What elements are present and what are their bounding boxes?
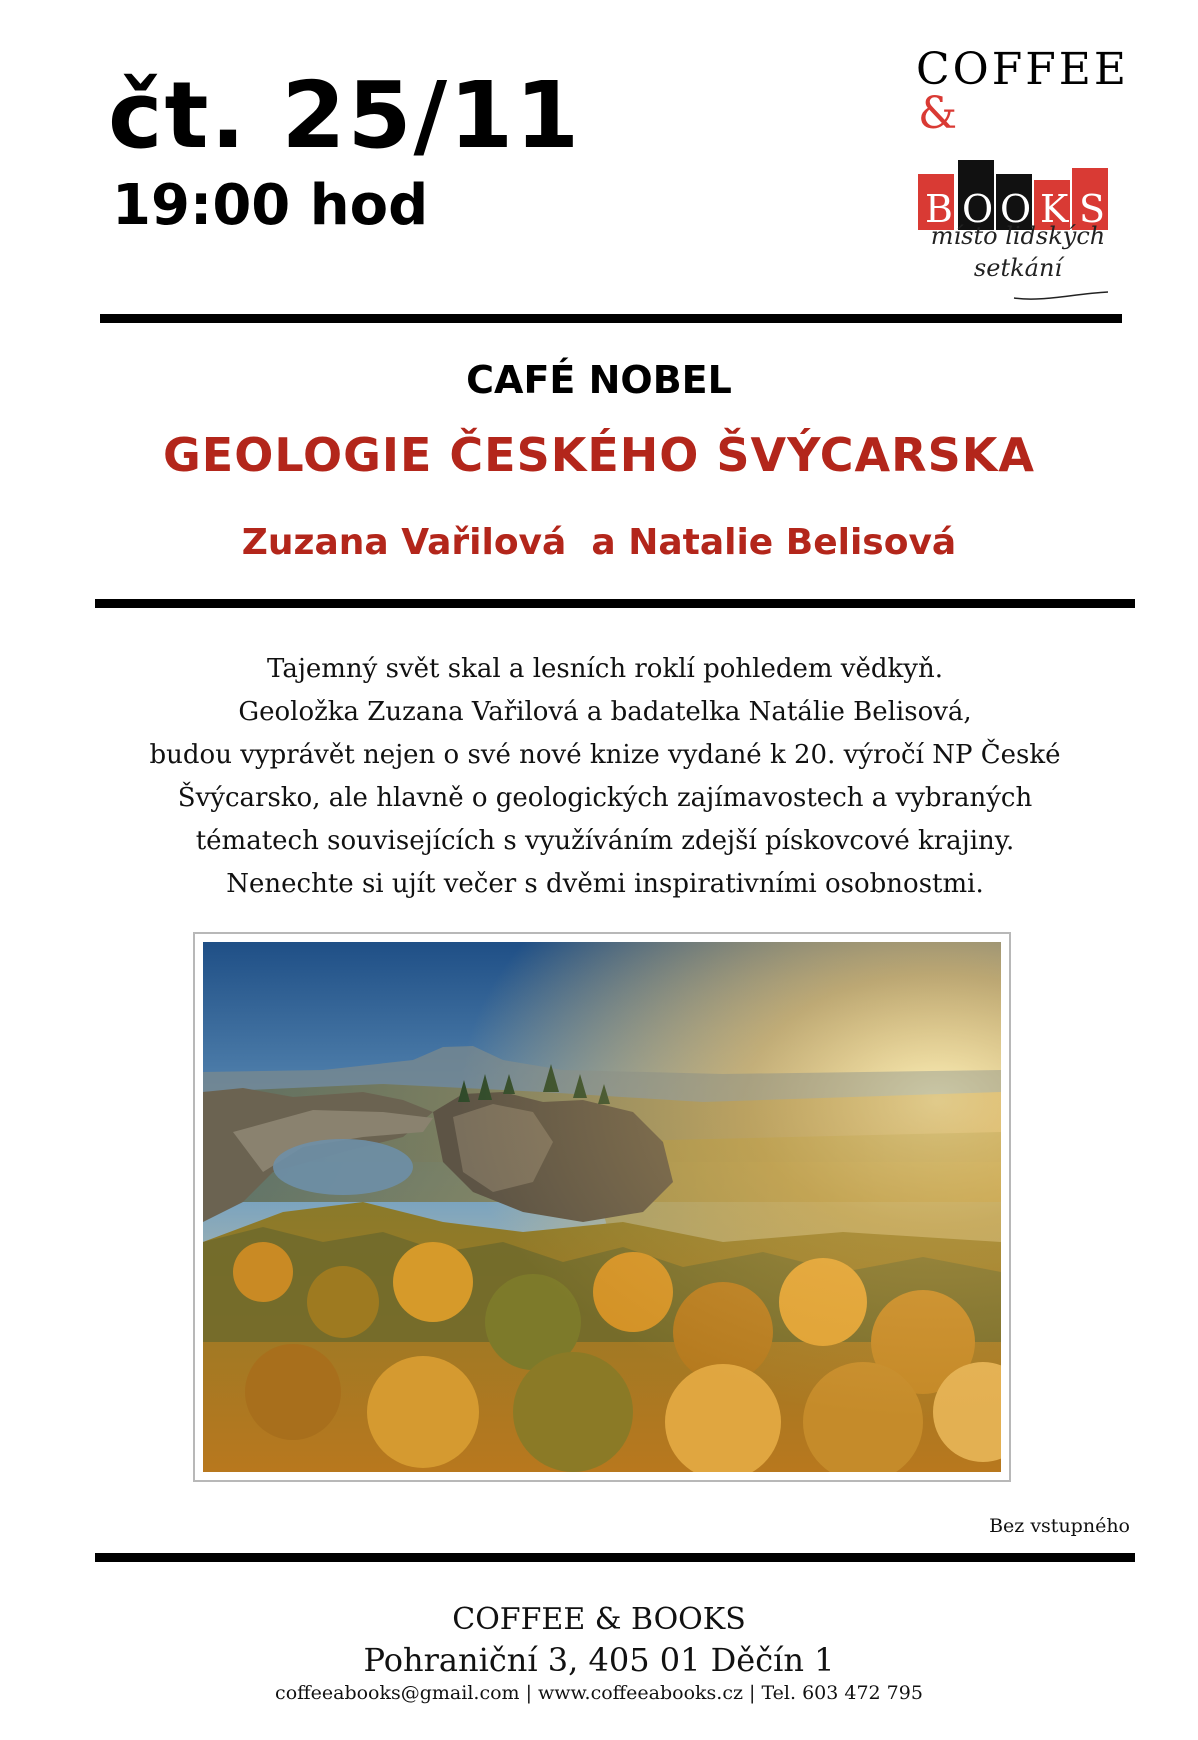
description-line: Nenechte si ujít večer s dvěmi inspirativními osobnostmi. [226, 869, 984, 899]
logo-swash-icon [1012, 284, 1112, 304]
event-series: CAFÉ NOBEL [466, 358, 732, 402]
footer-venue: COFFEE & BOOKS [452, 1602, 746, 1637]
divider-top [100, 314, 1122, 323]
event-time: 19:00 hod [112, 173, 429, 238]
event-description [80, 648, 1130, 906]
svg-text:S: S [1079, 187, 1106, 231]
landscape-photo [203, 942, 1001, 1472]
footer-contacts: coffeeabooks@gmail.com | www.coffeeabooks.cz | Tel. 603 472 795 [275, 1682, 923, 1704]
svg-text:O: O [1000, 187, 1032, 231]
description-line: Švýcarsko, ale hlavně o geologických zajímavostech a vybraných [177, 783, 1033, 813]
logo-ampersand: & [918, 88, 958, 139]
coffee-and-books-logo [912, 44, 1130, 304]
svg-text:O: O [962, 187, 994, 231]
divider-middle [95, 599, 1135, 608]
svg-text:K: K [1040, 187, 1069, 231]
admission-note: Bez vstupného [989, 1515, 1130, 1537]
event-date: čt. 25/11 [108, 62, 582, 169]
event-speakers: Zuzana Vařilová a Natalie Belisová [241, 522, 957, 563]
description-line: tématech souvisejících s využíváním zdejší pískovcové krajiny. [195, 826, 1015, 856]
description-line: budou vyprávět nejen o své nové knize vydané k 20. výročí NP České [149, 740, 1061, 770]
logo-tagline: místo lidských setkání [930, 222, 1106, 283]
description-line: Geoložka Zuzana Vařilová a badatelka Natálie Belisová, [238, 697, 972, 727]
footer-address: Pohraniční 3, 405 01 Děčín 1 [363, 1641, 835, 1679]
svg-text:B: B [925, 187, 953, 231]
event-title: GEOLOGIE ČESKÉHO ŠVÝCARSKA [163, 428, 1035, 482]
divider-bottom [95, 1553, 1135, 1562]
logo-coffee-word: COFFEE [916, 44, 1130, 95]
description-line: Tajemný svět skal a lesních roklí pohledem vědkyň. [267, 654, 943, 684]
landscape-photo-frame [193, 932, 1011, 1482]
